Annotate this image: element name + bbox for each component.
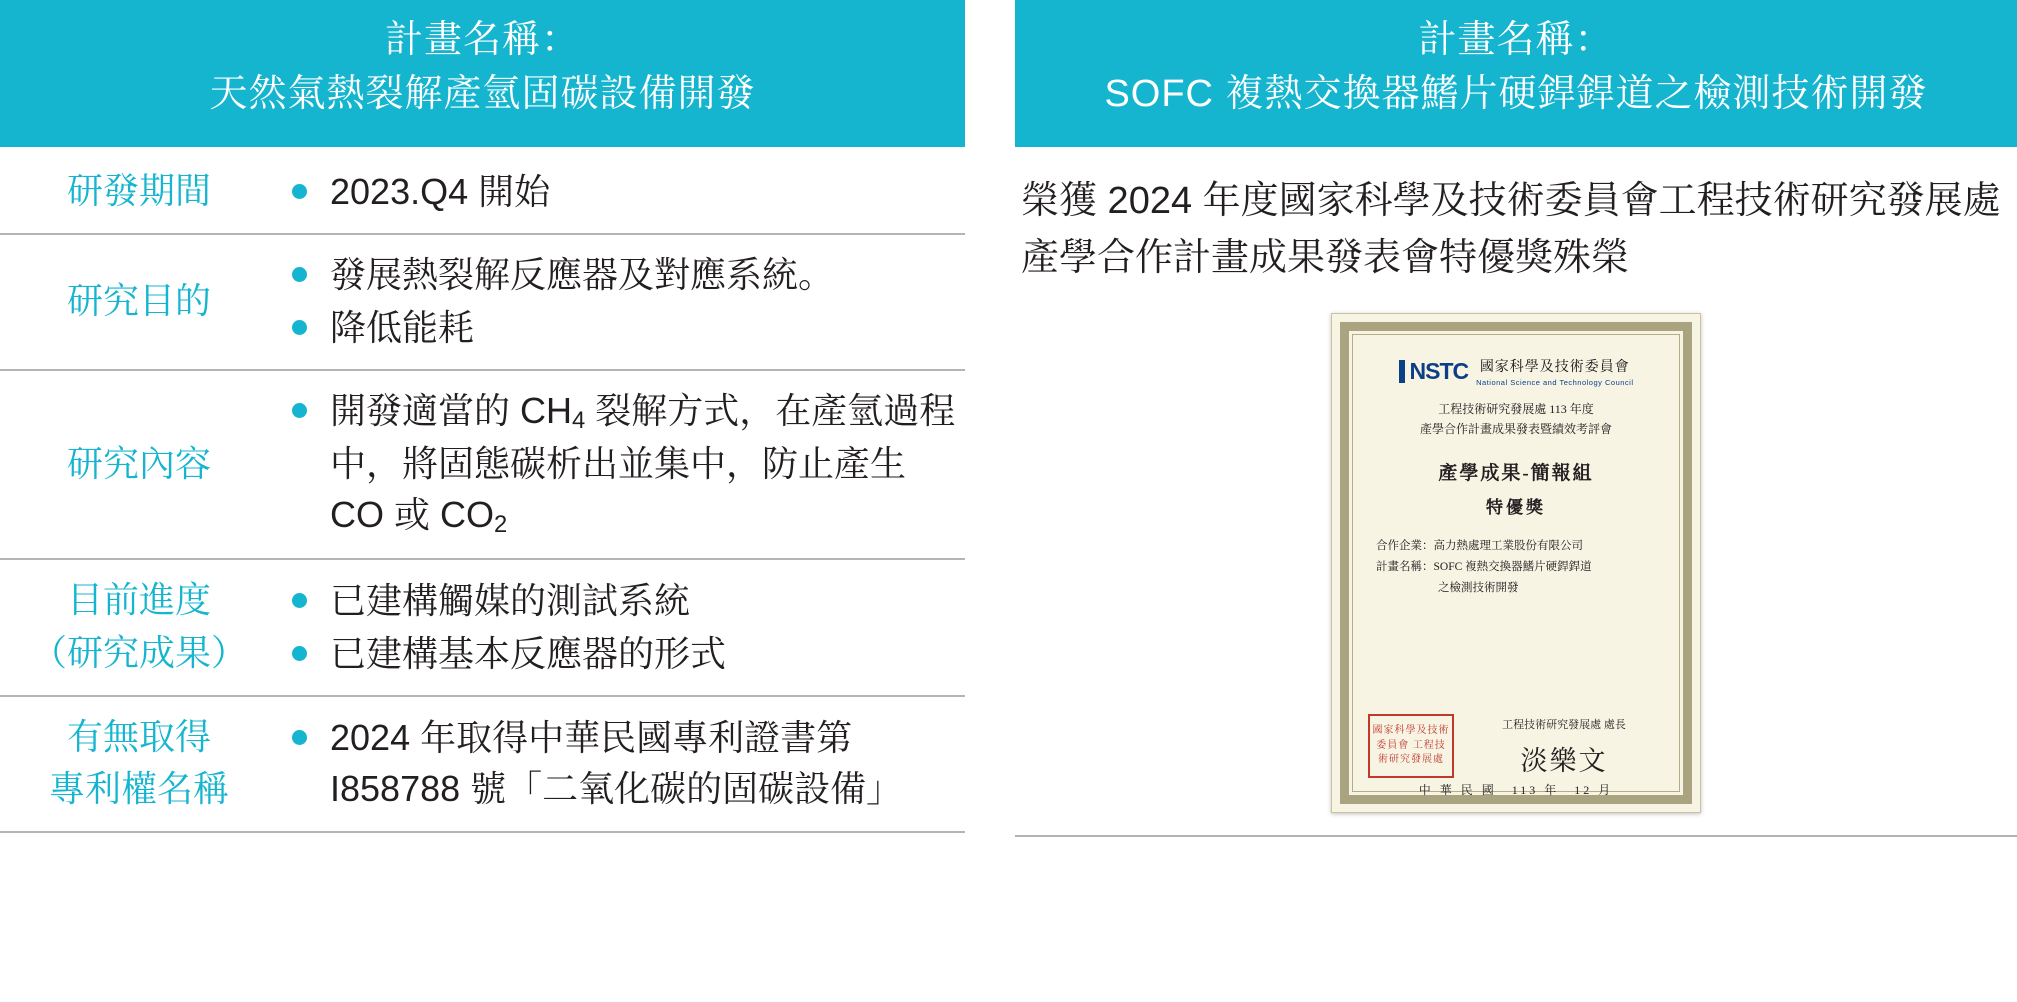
certificate-org-cn: 國家科學及技術委員會 (1479, 360, 1630, 375)
certificate-signature: 淡樂文 (1520, 746, 1608, 776)
certificate-seal: 國家科學及技術委員會 工程技術研究發展處 (1368, 714, 1454, 778)
certificate-body (1358, 336, 1674, 600)
left-title-line1: 計畫名稱： (384, 19, 580, 61)
certificate-subtitle (1372, 399, 1660, 440)
certificate-office: 工程技術研究發展處 處長 (1502, 719, 1626, 732)
certificate-footer (1368, 714, 1664, 778)
right-bottom-divider (1015, 835, 2017, 837)
award-description: 榮獲 2024 年度國家科學及技術委員會工程技術研究發展處產學合作計畫成果發表會特優獎殊榮 (1021, 180, 2001, 279)
certificate-header (1372, 356, 1660, 387)
row-label-content: 研究內容 (66, 442, 211, 484)
row-label-patent-line2: 專利權名稱 (48, 767, 229, 809)
list-item: 已建構基本反應器的形式 (282, 628, 961, 679)
certificate-subtitle-line1: 工程技術研究發展處 113 年度 (1438, 402, 1594, 416)
right-title-banner (1015, 0, 2017, 147)
right-title-line2: SOFC 複熱交換器鰭片硬銲銲道之檢測技術開發 (1104, 72, 1928, 115)
table-row (0, 234, 965, 370)
certificate-project-line2: 之檢測技術開發 (1438, 582, 1519, 595)
row-label-patent (0, 696, 278, 832)
list-item: 發展熱裂解反應器及對應系統。 (282, 249, 961, 300)
list-item: 降低能耗 (282, 302, 961, 353)
table-row (0, 147, 965, 234)
row-content-period (278, 147, 965, 234)
row-content-patent (278, 696, 965, 832)
left-column (0, 0, 965, 1002)
row-content-content (278, 370, 965, 559)
row-label-progress (0, 559, 278, 695)
certificate-date: 中 華 民 國 113 年 12 月 (1418, 783, 1614, 797)
list-item: 2024 年取得中華民國專利證書第 I858788 號「二氧化碳的固碳設備」 (282, 712, 961, 814)
certificate-meta (1372, 536, 1660, 600)
project-details-table (0, 147, 965, 833)
row-label-purpose: 研究目的 (66, 280, 211, 322)
certificate-org-en: National Science and Technology Council (1476, 378, 1634, 387)
right-column (1015, 0, 2017, 1002)
certificate-prize: 特優獎 (1486, 497, 1546, 517)
certificate-group: 產學成果-簡報組 (1438, 462, 1594, 484)
list-item: 開發適當的 $CH_4$ 裂解方式，在產氫過程中，將固態碳析出並集中，防止產生 CO 或 $CO_2$ (282, 385, 961, 542)
certificate-signature-block (1454, 717, 1664, 778)
row-content-purpose (278, 234, 965, 370)
certificate-image-wrap (1015, 313, 2017, 813)
row-label-progress-line2: （研究成果） (30, 631, 247, 673)
row-label-period: 研發期間 (66, 170, 211, 211)
list-item: 已建構觸媒的測試系統 (282, 575, 961, 626)
certificate-project-line1: 計畫名稱：SOFC 複熱交換器鰭片硬銲銲道 (1376, 561, 1592, 574)
column-gap (965, 0, 1015, 1002)
table-row (0, 696, 965, 832)
nstc-logo-icon: NSTC (1399, 360, 1469, 383)
row-label-progress-line1: 目前進度 (66, 579, 211, 621)
left-title-line2: 天然氣熱裂解產氫固碳設備開發 (209, 72, 756, 115)
row-label-patent-line1: 有無取得 (66, 715, 211, 757)
award-certificate (1331, 313, 1701, 813)
list-item: 2023.Q4 開始 (282, 166, 961, 217)
left-title-banner (0, 0, 965, 147)
row-content-progress (278, 559, 965, 695)
certificate-subtitle-line2: 產學合作計畫成果發表暨績效考評會 (1419, 422, 1612, 437)
right-title-line1: 計畫名稱： (1418, 19, 1614, 61)
table-row (0, 370, 965, 559)
certificate-partner: 合作企業：高力熱處理工業股份有限公司 (1376, 539, 1583, 552)
table-row (0, 559, 965, 695)
